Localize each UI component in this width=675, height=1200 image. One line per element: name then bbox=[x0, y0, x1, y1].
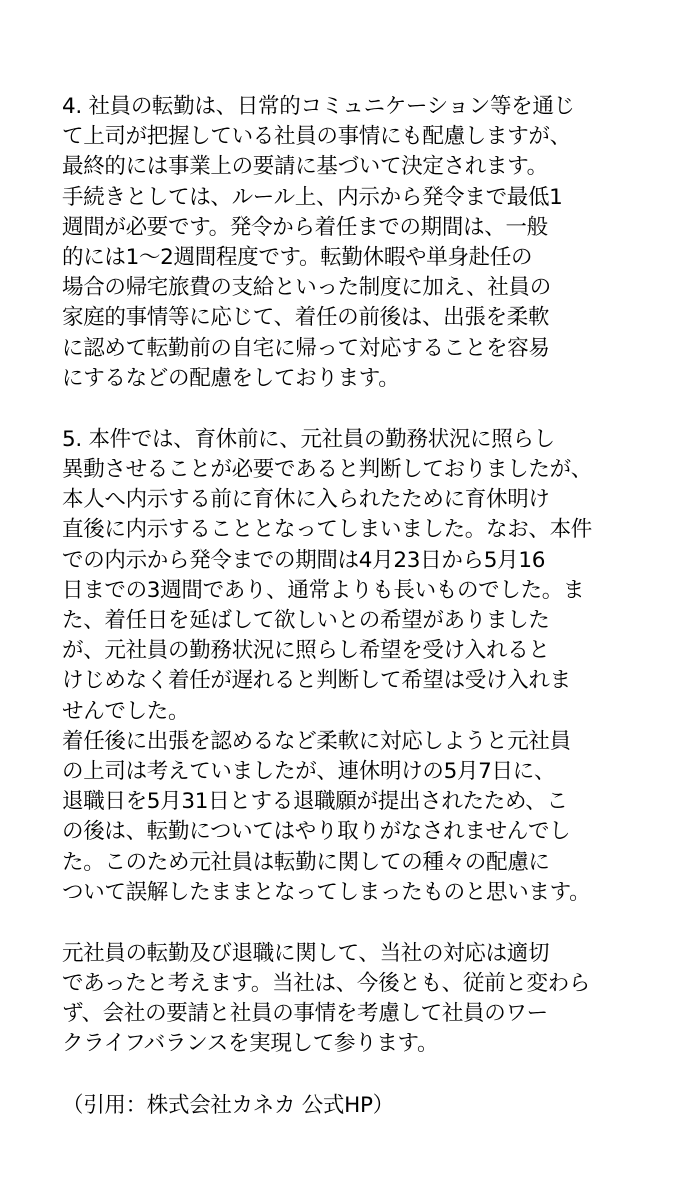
text-line: た、着任日を延ばして欲しいとの希望がありました bbox=[62, 608, 550, 633]
text-line: 元社員の転勤及び退職に関して、当社の対応は適切 bbox=[62, 940, 550, 966]
paragraph-item-5 bbox=[62, 425, 622, 908]
text-line: 異動させることが必要であると判断しておりましたが、 bbox=[62, 457, 593, 483]
text-line: ず、会社の要請と社員の事情を考慮して社員のワー bbox=[62, 1001, 548, 1027]
text-line: 日までの3週間であり、通常よりも長いものでした。ま bbox=[62, 577, 585, 603]
text-line: に認めて転勤前の自宅に帰って対応することを容易 bbox=[62, 335, 550, 361]
document-body bbox=[62, 92, 622, 1121]
text-line: て上司が把握している社員の事情にも配慮しますが、 bbox=[62, 124, 571, 150]
text-line: 4. 社員の転勤は、日常的コミュニケーション等を通じ bbox=[62, 94, 575, 119]
paragraph-spacer bbox=[62, 908, 622, 939]
text-line: 退職日を5月31日とする退職願が提出されたため、こ bbox=[62, 789, 568, 815]
text-line: 手続きとしては、ルール上、内示から発令まで最低1 bbox=[62, 184, 563, 210]
text-line: 本人へ内示する前に育休に入られたために育休明け bbox=[62, 487, 550, 513]
paragraph-item-4 bbox=[62, 92, 622, 394]
text-line: クライフバランスを実現して参ります。 bbox=[62, 1031, 439, 1057]
text-line: 直後に内示することとなってしまいました。なお、本件 bbox=[62, 517, 593, 543]
text-line: での内示から発令までの期間は4月23日から5月16 bbox=[62, 547, 546, 573]
text-line: 的には1～2週間程度です。転勤休暇や単身赴任の bbox=[62, 244, 533, 270]
text-line: にするなどの配慮をしております。 bbox=[62, 365, 400, 391]
text-line: の上司は考えていましたが、連休明けの5月7日に、 bbox=[62, 758, 556, 784]
text-line: 最終的には事業上の要請に基づいて決定されます。 bbox=[62, 154, 548, 180]
paragraph-spacer bbox=[62, 394, 622, 425]
text-line: けじめなく着任が遅れると判断して希望は受け入れま bbox=[62, 668, 571, 694]
text-line: 場合の帰宅旅費の支給といった制度に加え、社員の bbox=[62, 275, 551, 301]
citation-text: （引用：株式会社カネカ 公式HP） bbox=[62, 1092, 394, 1118]
text-line: 家庭的事情等に応じて、着任の前後は、出張を柔軟 bbox=[62, 305, 550, 331]
text-line: せんでした。 bbox=[62, 698, 190, 724]
citation-source bbox=[62, 1091, 622, 1121]
paragraph-spacer bbox=[62, 1060, 622, 1091]
text-line: 週間が必要です。発令から着任までの期間は、一般 bbox=[62, 214, 548, 240]
text-line: 5. 本件では、育休前に、元社員の勤務状況に照らし bbox=[62, 426, 555, 452]
text-line: 着任後に出張を認めるなど柔軟に対応しようと元社員 bbox=[62, 728, 571, 754]
text-line: の後は、転勤についてはやり取りがなされませんでし bbox=[62, 819, 571, 845]
text-line: であったと考えます。当社は、今後とも、従前と変わら bbox=[62, 971, 591, 997]
conclusion-paragraph bbox=[62, 939, 622, 1060]
text-line: ついて誤解したままとなってしまったものと思います。 bbox=[62, 879, 591, 905]
text-line: が、元社員の勤務状況に照らし希望を受け入れると bbox=[62, 638, 550, 664]
text-line: た。このため元社員は転勤に関しての種々の配慮に bbox=[62, 849, 550, 875]
